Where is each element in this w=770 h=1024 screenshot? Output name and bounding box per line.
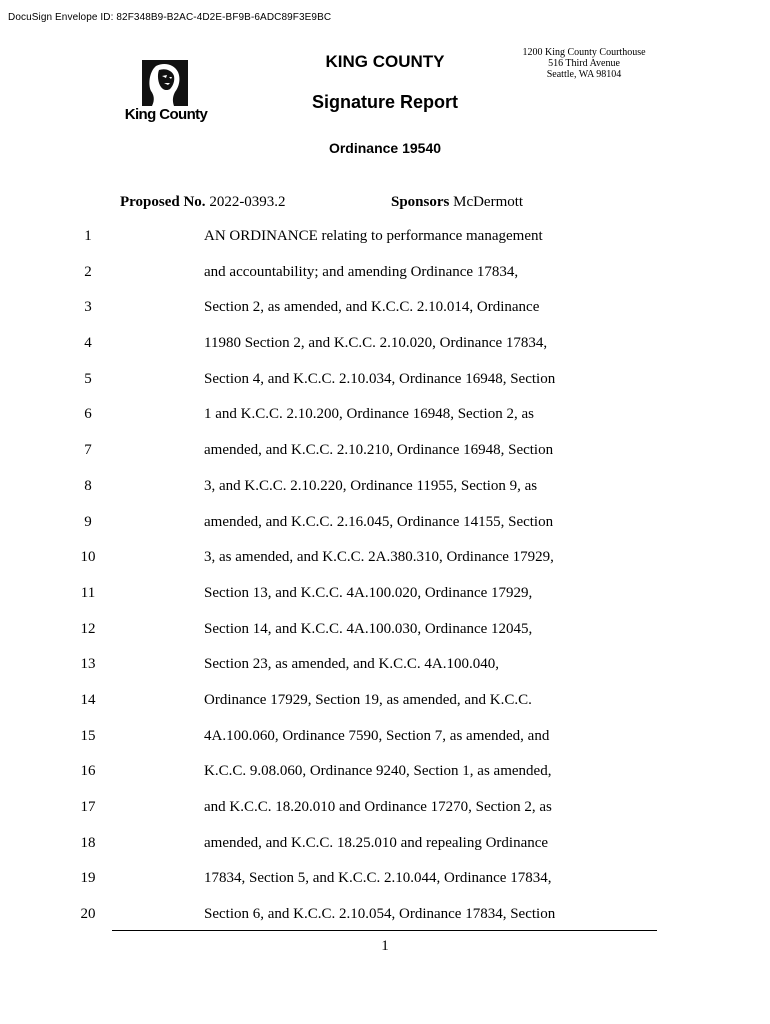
address-line: Seattle, WA 98104 <box>546 69 622 80</box>
line-number: 7 <box>84 442 92 459</box>
sponsors-value: McDermott <box>453 194 524 210</box>
ordinance-line <box>0 656 770 692</box>
ordinance-line <box>0 728 770 764</box>
proposed-value: 2022-0393.2 <box>209 194 286 210</box>
line-number: 20 <box>80 906 96 923</box>
ordinance-line <box>0 228 770 264</box>
ordinance-line <box>0 264 770 300</box>
line-number: 5 <box>84 370 92 387</box>
logo-text: King County <box>124 106 208 123</box>
county-title: KING COUNTY <box>325 52 445 71</box>
ordinance-number: Ordinance 19540 <box>328 140 442 156</box>
proposed-label: Proposed No. <box>120 194 206 210</box>
line-number: 8 <box>84 477 92 494</box>
line-text: Section 23, as amended, and K.C.C. 4A.100.040, <box>204 656 499 673</box>
line-number: 14 <box>80 691 96 708</box>
line-text: K.C.C. 9.08.060, Ordinance 9240, Section 1, as amended, <box>204 763 552 780</box>
line-text: and accountability; and amending Ordinance 17834, <box>204 263 519 280</box>
line-number: 12 <box>80 620 96 637</box>
line-text: 11980 Section 2, and K.C.C. 2.10.020, Ordinance 17834, <box>204 335 548 352</box>
line-text: AN ORDINANCE relating to performance management <box>204 228 543 244</box>
line-number: 1 <box>84 228 92 244</box>
line-number: 3 <box>84 299 92 316</box>
ordinance-line <box>0 335 770 371</box>
ordinance-line <box>0 585 770 621</box>
ordinance-line <box>0 442 770 478</box>
ordinance-line <box>0 870 770 906</box>
line-text: Section 13, and K.C.C. 4A.100.020, Ordinance 17929, <box>204 584 533 601</box>
ordinance-lines <box>0 228 770 942</box>
king-county-mlk-logo-icon <box>142 60 188 106</box>
line-text: amended, and K.C.C. 2.10.210, Ordinance 16948, Section <box>204 442 554 459</box>
line-text: and K.C.C. 18.20.010 and Ordinance 17270, Section 2, as <box>204 799 552 815</box>
line-number: 10 <box>80 549 96 566</box>
ordinance-line <box>0 799 770 835</box>
line-text: Ordinance 17929, Section 19, as amended, and K.C.C. <box>204 691 532 708</box>
line-number: 11 <box>80 584 96 601</box>
line-text: Section 14, and K.C.C. 4A.100.030, Ordinance 12045, <box>204 620 533 637</box>
ordinance-line <box>0 549 770 585</box>
king-county-logo <box>118 60 214 126</box>
report-title: Signature Report <box>311 92 458 112</box>
line-text: amended, and K.C.C. 2.16.045, Ordinance 14155, Section <box>204 513 554 530</box>
ordinance-line <box>0 835 770 871</box>
ordinance-line <box>0 478 770 514</box>
line-number: 18 <box>80 834 96 851</box>
ordinance-line <box>0 621 770 657</box>
ordinance-line <box>0 299 770 335</box>
ordinance-line <box>0 406 770 442</box>
footer-rule <box>112 930 657 931</box>
line-text: 1 and K.C.C. 2.10.200, Ordinance 16948, Section 2, as <box>204 406 534 423</box>
ordinance-line <box>0 514 770 550</box>
line-number: 19 <box>80 870 96 887</box>
line-text: amended, and K.C.C. 18.25.010 and repealing Ordinance <box>204 834 549 851</box>
docusign-envelope-id: DocuSign Envelope ID: 82F348B9-B2AC-4D2E-BF9B-6ADC89F3E9BC <box>8 12 332 23</box>
sponsors-label: Sponsors <box>391 194 450 210</box>
page-number: 1 <box>381 938 389 954</box>
line-number: 9 <box>84 513 92 530</box>
line-text: Section 6, and K.C.C. 2.10.054, Ordinance 17834, Section <box>204 906 556 923</box>
line-number: 15 <box>80 727 96 744</box>
proposed-number <box>120 194 286 211</box>
ordinance-line <box>0 371 770 407</box>
sponsors <box>391 194 523 211</box>
line-text: 17834, Section 5, and K.C.C. 2.10.044, Ordinance 17834, <box>204 870 552 887</box>
line-text: Section 4, and K.C.C. 2.10.034, Ordinance 16948, Section <box>204 370 556 387</box>
ordinance-line <box>0 692 770 728</box>
line-number: 6 <box>84 406 92 423</box>
line-text: 3, and K.C.C. 2.10.220, Ordinance 11955, Section 9, as <box>204 477 538 494</box>
line-number: 4 <box>84 335 92 352</box>
line-text: 4A.100.060, Ordinance 7590, Section 7, as amended, and <box>204 727 550 744</box>
ordinance-line <box>0 906 770 942</box>
address-line: 1200 King County Courthouse <box>522 47 646 58</box>
line-text: 3, as amended, and K.C.C. 2A.380.310, Ordinance 17929, <box>204 549 554 566</box>
address-line: 516 Third Avenue <box>548 58 620 69</box>
line-text: Section 2, as amended, and K.C.C. 2.10.014, Ordinance <box>204 299 540 316</box>
line-number: 13 <box>80 656 96 673</box>
line-number: 16 <box>80 763 96 780</box>
address-block <box>512 47 656 80</box>
ordinance-line <box>0 763 770 799</box>
line-number: 17 <box>80 799 96 815</box>
line-number: 2 <box>84 263 92 280</box>
